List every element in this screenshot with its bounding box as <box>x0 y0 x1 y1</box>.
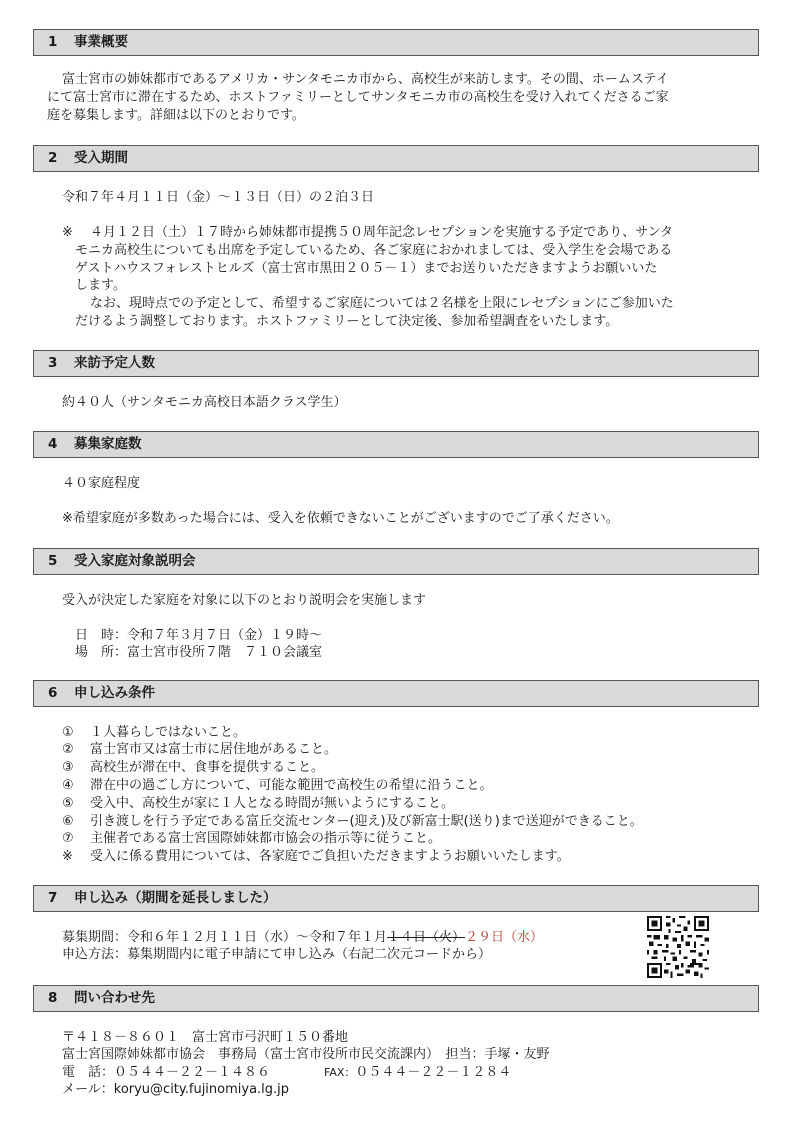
list-item <box>62 759 325 777</box>
phone-number: ０５４４－２２－１４８６ <box>114 1065 271 1080</box>
list-item-text: 滞在中の過ごし方について、可能な範囲で高校生の希望に沿うこと。 <box>90 778 493 793</box>
section-title: 募集家庭数 <box>74 436 142 452</box>
list-item-text: 受入に係る費用については、各家庭でご負担いただきますようお願いいたします。 <box>90 849 570 864</box>
section-number: 4 <box>48 436 58 452</box>
section-number: 7 <box>48 890 58 906</box>
note-line-5: なお、現時点での予定として、希望するご家庭については２名様を上限にレセプションにご参加いた <box>90 296 674 311</box>
list-item <box>62 795 455 813</box>
section-number: 5 <box>48 553 58 569</box>
contact-address: 〒４１８－８６０１ 富士宮市弓沢町１５０番地 <box>62 1030 349 1045</box>
phone-label: 電 話： <box>62 1065 115 1080</box>
family-note: ※希望家庭が多数あった場合には、受入を依頼できないことがございますのでご了承ください。 <box>62 511 619 526</box>
section-title: 受入期間 <box>74 150 128 166</box>
period-new-date: ２９日（水） <box>465 930 544 945</box>
note-mark: ※ <box>62 225 73 240</box>
overview-line-3: 庭を募集します。詳細は以下のとおりです。 <box>47 108 305 123</box>
overview-line-1: 富士宮市の姉妹都市であるアメリカ・サンタモニカ市から、高校生が来訪します。その間、ホームステイ <box>62 72 669 87</box>
list-item-text: 富士宮市又は富士市に居住地があること。 <box>90 742 338 757</box>
list-item-mark: ⑦ <box>62 831 74 846</box>
application-period <box>62 929 543 947</box>
section-title: 申し込み（期間を延長しました） <box>74 890 277 906</box>
list-item <box>62 724 247 742</box>
fax-group <box>324 1064 511 1082</box>
briefing-place <box>75 644 322 662</box>
briefing-intro: 受入が決定した家庭を対象に以下のとおり説明会を実施します <box>62 593 427 608</box>
list-item-text: 引き渡しを行う予定である富丘交流センター(迎え)及び新富士駅(送り)まで送迎ができること。 <box>90 814 643 829</box>
period-prefix: 募集期間：令和６年１２月１１日（水）～令和７年１月 <box>62 930 388 945</box>
note-line-2: モニカ高校生についても出席を予定しているため、各ご家庭におかれましては、受入学生を会場である <box>75 243 673 258</box>
overview-line-2: にて富士宮市に滞在するため、ホストファミリーとしてサンタモニカ市の高校生を受け入れてくださるご家 <box>47 90 669 105</box>
email-label: メール： <box>62 1082 114 1097</box>
list-item-mark: ① <box>62 725 74 740</box>
list-item <box>62 830 442 848</box>
email-link[interactable]: koryu@city.fujinomiya.lg.jp <box>113 1082 290 1097</box>
list-item-mark: ⑥ <box>62 814 74 829</box>
list-item <box>62 741 338 759</box>
section-header-8 <box>33 985 759 1012</box>
qr-code-icon[interactable] <box>647 916 709 978</box>
list-item-text: １人暮らしではないこと。 <box>90 725 247 740</box>
list-item <box>62 813 643 831</box>
section-number: 3 <box>48 355 58 371</box>
note-line-1: ４月１２日（土）１７時から姉妹都市提携５０周年記念レセプションを実施する予定であり、サンタ <box>90 225 674 240</box>
list-item-mark: ④ <box>62 778 74 793</box>
visitor-count: 約４０人（サンタモニカ高校日本語クラス学生） <box>62 395 347 410</box>
section-title: 問い合わせ先 <box>74 990 155 1006</box>
briefing-date-label: 日 時： <box>75 628 128 643</box>
note-line-3: ゲストハウスフォレストヒルズ（富士宮市黒田２０５－１）までお送りいただきますようお願いいた <box>75 261 658 276</box>
briefing-date <box>75 627 322 645</box>
section-header-1 <box>33 29 759 56</box>
list-item-mark: ② <box>62 742 74 757</box>
fax-label: FAX： <box>324 1066 356 1079</box>
note-line-4: します。 <box>75 278 126 293</box>
list-item <box>62 848 570 866</box>
section-title: 申し込み条件 <box>74 685 155 701</box>
briefing-place-value: 富士宮市役所７階 ７１０会議室 <box>127 645 323 660</box>
section-number: 1 <box>48 34 58 50</box>
list-item-mark: ③ <box>62 760 74 775</box>
accept-period: 令和７年４月１１日（金）～１３日（日）の２泊３日 <box>62 190 375 205</box>
section-header-2 <box>33 145 759 172</box>
section-number: 6 <box>48 685 58 701</box>
section-title: 来訪予定人数 <box>74 355 155 371</box>
list-item-text: 主催者である富士宮国際姉妹都市協会の指示等に従うこと。 <box>90 831 442 846</box>
list-item-text: 高校生が滞在中、食事を提供すること。 <box>90 760 325 775</box>
fax-number: ０５４４－２２－１２８４ <box>355 1065 512 1080</box>
section-header-5 <box>33 548 759 575</box>
list-item-mark: ⑤ <box>62 796 74 811</box>
contact-organization: 富士宮国際姉妹都市協会 事務局（富士宮市役所市民交流課内） 担当：手塚・友野 <box>62 1047 550 1062</box>
section-title: 受入家庭対象説明会 <box>74 553 196 569</box>
section-header-4 <box>33 431 759 458</box>
section-number: 8 <box>48 990 58 1006</box>
contact-phone-line <box>62 1064 512 1082</box>
section-header-7 <box>33 885 759 912</box>
list-item-mark: ※ <box>62 849 73 864</box>
briefing-place-label: 場 所： <box>75 645 128 660</box>
list-item <box>62 777 493 795</box>
family-count: ４０家庭程度 <box>62 476 141 491</box>
briefing-date-value: 令和７年３月７日（金）１９時～ <box>127 628 323 643</box>
section-title: 事業概要 <box>74 34 128 50</box>
section-header-6 <box>33 680 759 707</box>
contact-email-line <box>62 1081 289 1099</box>
note-line-6: だけるよう調整しております。ホストファミリーとして決定後、参加希望調査をいたします。 <box>75 314 619 329</box>
period-old-date: １４日（火） <box>387 930 466 945</box>
section-header-3 <box>33 350 759 377</box>
list-item-text: 受入中、高校生が家に１人となる時間が無いようにすること。 <box>90 796 455 811</box>
application-method: 申込方法：募集期間内に電子申請にて申し込み（右記二次元コードから） <box>62 947 492 962</box>
section-number: 2 <box>48 150 58 166</box>
